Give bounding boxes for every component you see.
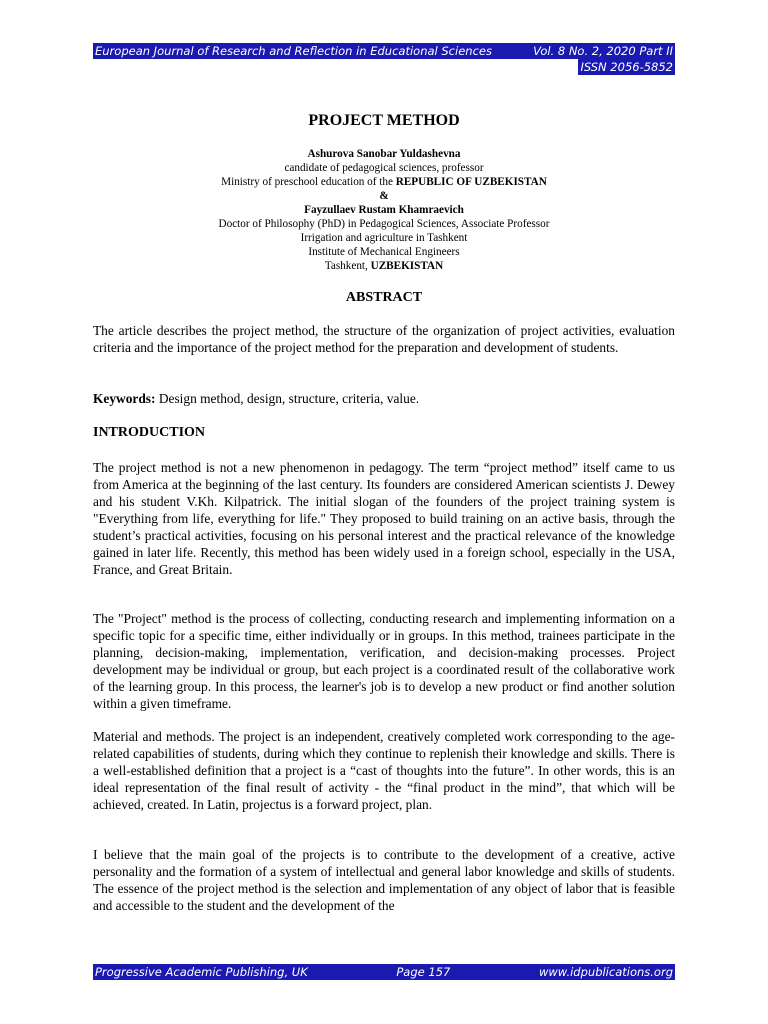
ampersand: & bbox=[379, 190, 389, 202]
author2-affiliation-1: Irrigation and agriculture in Tashkent bbox=[300, 232, 468, 244]
abstract-text: The article describes the project method, the structure of the organization of project activities, evaluation criteria and the importance of the project method for the preparation and development of students. bbox=[93, 323, 675, 355]
website-link[interactable]: www.idpublications.org bbox=[538, 965, 673, 979]
footer-bar bbox=[93, 964, 675, 980]
page-number: Page 157 bbox=[396, 965, 451, 979]
city-text: Tashkent, bbox=[324, 260, 371, 272]
author1-title: candidate of pedagogical sciences, professor bbox=[284, 162, 484, 174]
country-text: REPUBLIC OF UZBEKISTAN bbox=[395, 176, 547, 188]
issn-bar bbox=[578, 59, 675, 75]
keywords bbox=[93, 390, 675, 407]
country-text-2: UZBEKISTAN bbox=[370, 260, 444, 272]
abstract-heading: ABSTRACT bbox=[345, 290, 423, 305]
author-block bbox=[0, 147, 768, 273]
intro-heading: INTRODUCTION bbox=[93, 425, 206, 440]
author2-location bbox=[0, 259, 768, 273]
author1-affiliation bbox=[0, 175, 768, 189]
paragraph-2: The "Project" method is the process of collecting, conducting research and implementing information on a specific topic for a specific time, either individually or in groups. In this method, trainees participate in the planning, decision-making, implementation, verification, and decision-making processes. Project development may be individual or group, but each project is a coordinated result of the collaborative work of the learning group. In this process, the learner's job is to develop a new product or find another solution within a given timeframe. bbox=[93, 611, 675, 711]
issn: ISSN 2056-5852 bbox=[580, 60, 673, 74]
keywords-text: Design method, design, structure, criteria, value. bbox=[155, 391, 420, 406]
publisher: Progressive Academic Publishing, UK bbox=[95, 965, 308, 979]
affiliation-text: Ministry of preschool education of the bbox=[221, 176, 396, 188]
paper-title: PROJECT METHOD bbox=[308, 112, 460, 129]
paragraph-1: The project method is not a new phenomenon in pedagogy. The term “project method” itself came to us from America at the beginning of the last century. Its founders are considered American scientists J. Dewey and his student V.Kh. Kilpatrick. The initial slogan of the founders of the project training system is "Everything from life, everything for life." They proposed to build training on an active basis, through the student’s practical activities, focusing on his personal interest and the practical relevance of the knowledge gained in later life. Recently, this method has been widely used in a foreign school, especially in the USA, France, and Great Britain. bbox=[93, 460, 675, 577]
journal-name: European Journal of Research and Reflection in Educational Sciences bbox=[95, 44, 492, 58]
keywords-label: Keywords: bbox=[93, 391, 156, 406]
paragraph-3: Material and methods. The project is an independent, creatively completed work corresponding to the age-related capabilities of students, during which they continue to replenish their knowledge and skills. There is a well-established definition that a project is a “cast of thoughts into the future”. In other words, this is an ideal representation of the final result of activity - the “final product in the mind”, that which will be achieved, created. In Latin, projectus is a forward project, plan. bbox=[93, 729, 675, 812]
author2-name: Fayzullaev Rustam Khamraevich bbox=[304, 204, 464, 216]
journal-header-bar bbox=[93, 43, 675, 59]
author2-affiliation-2: Institute of Mechanical Engineers bbox=[308, 246, 460, 258]
author1-name: Ashurova Sanobar Yuldashevna bbox=[307, 148, 461, 160]
volume-info: Vol. 8 No. 2, 2020 Part II bbox=[533, 44, 673, 58]
paragraph-4: I believe that the main goal of the projects is to contribute to the development of a creative, active personality and the formation of a system of intellectual and general labor knowledge and skills of students. The essence of the project method is the selection and implementation of any object of labor that is feasible and accessible to the student and the development of the bbox=[93, 847, 675, 913]
author2-title: Doctor of Philosophy (PhD) in Pedagogical Sciences, Associate Professor bbox=[218, 218, 550, 230]
